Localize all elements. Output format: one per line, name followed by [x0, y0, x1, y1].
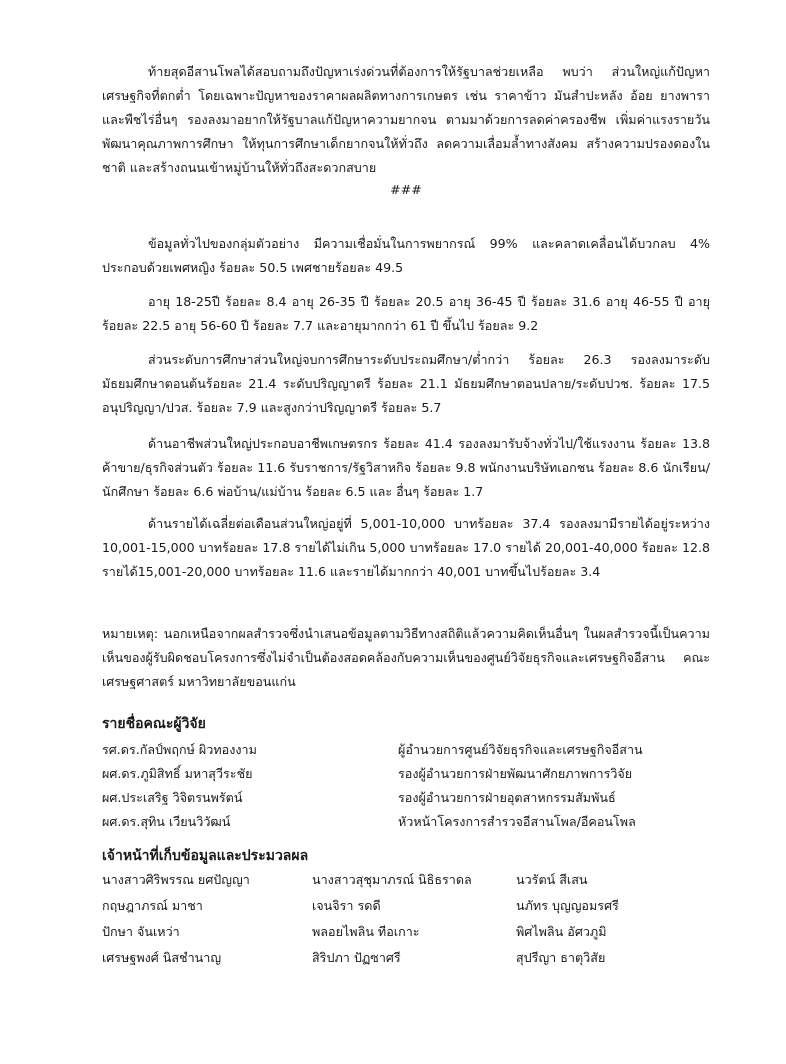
- staff-row: [102, 894, 710, 918]
- disclaimer-note: หมายเหตุ: นอกเหนือจากผลสำรวจซึ่งนำเสนอข้อมูลตามวิธีทางสถิติแล้วความคิดเห็นอื่นๆ ในผลสำรวจนี้เป็นความเห็นของผู้รับผิดชอบโครงการซึ่งไม่จำเป็นต้องสอดคล้องกับความเห็นของศูนย์วิจัยธุรกิจและเศรษฐกิจอีสาน คณะเศรษฐศาสตร์ มหาวิทยาลัยขอนแก่น: [102, 626, 710, 689]
- staff-name: ปักษา จันเหว่า: [102, 924, 180, 939]
- paragraph-age: อายุ 18-25ปี ร้อยละ 8.4 อายุ 26-35 ปี ร้อยละ 20.5 อายุ 36-45 ปี ร้อยละ 31.6 อายุ 46-55 ปี อายุ ร้อยละ 22.5 อายุ 56-60 ปี ร้อยละ 7.7 และอายุมากกว่า 61 ปี ขึ้นไป ร้อยละ 9.2: [102, 294, 710, 333]
- staff-heading: เจ้าหน้าที่เก็บข้อมูลและประมวลผล: [102, 848, 309, 864]
- researcher-name: ผศ.ดร.ภูมิสิทธิ์ มหาสุวีระชัย: [102, 766, 253, 781]
- staff-name: นางสาวศิริพรรณ ยศปัญญา: [102, 872, 250, 887]
- staff-name: สิริปภา ปัฏซาศรี: [312, 950, 401, 965]
- staff-row: [102, 868, 710, 892]
- researcher-role: รองผู้อำนวยการฝ่ายอุตสาหกรรมสัมพันธ์: [398, 790, 616, 805]
- staff-name: นภัทร บุญญอมรศรี: [516, 898, 619, 913]
- researcher-role: หัวหน้าโครงการสำรวจอีสานโพล/อีคอนโพล: [398, 814, 636, 829]
- researcher-row: [102, 810, 710, 834]
- paragraph-sample-gender: ข้อมูลทั่วไปของกลุ่มตัวอย่าง มีความเชื่อมั่นในการพยากรณ์ 99% และคลาดเคลื่อนได้บวกลบ 4% ประกอบด้วยเพศหญิง ร้อยละ 50.5 เพศชายร้อยละ 49.5: [102, 236, 710, 275]
- staff-name: นางสาวสุชุมาภรณ์ นิธิธราดล: [312, 872, 472, 887]
- staff-name: เจนจิรา รดดี: [312, 898, 381, 913]
- researcher-name: ผศ.ประเสริฐ วิจิตรนพรัตน์: [102, 790, 243, 805]
- section-separator: ###: [390, 182, 422, 197]
- researcher-row: [102, 738, 710, 762]
- staff-name: สุปรีญา ธาตุวิสัย: [516, 950, 606, 965]
- paragraph-income: ด้านรายได้เฉลี่ยต่อเดือนส่วนใหญ่อยู่ที่ 5,001-10,000 บาทร้อยละ 37.4 รองลงมามีรายได้อยู่ระหว่าง 10,001-15,000 บาทร้อยละ 17.8 รายได้ไม่เกิน 5,000 บาทร้อยละ 17.0 รายได้ 20,001-40,000 ร้อยละ 12.8 รายได้15,001-20,000 บาทร้อยละ 11.6 และรายได้มากกว่า 40,001 บาทขึ้นไปร้อยละ 3.4: [102, 516, 710, 579]
- staff-name: พลอยไพลิน ทีอเกาะ: [312, 924, 420, 939]
- paragraph-education: ส่วนระดับการศึกษาส่วนใหญ่จบการศึกษาระดับประถมศึกษา/ต่ำกว่า ร้อยละ 26.3 รองลงมาระดับมัธยมศึกษาตอนต้นร้อยละ 21.4 ระดับปริญญาตรี ร้อยละ 21.1 มัธยมศึกษาตอนปลาย/ระดับปวช. ร้อยละ 17.5 อนุปริญญา/ปวส. ร้อยละ 7.9 และสูงกว่าปริญญาตรี ร้อยละ 5.7: [102, 352, 710, 415]
- researcher-row: [102, 786, 710, 810]
- staff-name: กฤษฎาภรณ์ มาชา: [102, 898, 203, 913]
- paragraph-occupation: ด้านอาชีพส่วนใหญ่ประกอบอาชีพเกษตรกร ร้อยละ 41.4 รองลงมารับจ้างทั่วไป/ใช้แรงงาน ร้อยละ 13.8 ค้าขาย/ธุรกิจส่วนตัว ร้อยละ 11.6 รับราชการ/รัฐวิสาหกิจ ร้อยละ 9.8 พนักงานบริษัทเอกชน ร้อยละ 8.6 นักเรียน/นักศึกษา ร้อยละ 6.6 พ่อบ้าน/แม่บ้าน ร้อยละ 6.5 และ อื่นๆ ร้อยละ 1.7: [102, 436, 710, 499]
- staff-row: [102, 920, 710, 944]
- staff-name: นวรัตน์ สีเสน: [516, 872, 588, 887]
- staff-row: [102, 946, 710, 970]
- staff-name: เศรษฐพงศ์ นิสชำนาญ: [102, 950, 222, 965]
- researcher-row: [102, 762, 710, 786]
- staff-name: พิศไพลิน อัศวภูมิ: [516, 924, 607, 939]
- researcher-name: ผศ.ดร.สุทิน เวียนวิวัฒน์: [102, 814, 231, 829]
- researcher-name: รศ.ดร.กัลป์พฤกษ์ ผิวทองงาม: [102, 742, 257, 757]
- paragraph-urgent-problems: ท้ายสุดอีสานโพลได้สอบถามถึงปัญหาเร่งด่วนที่ต้องการให้รัฐบาลช่วยเหลือ พบว่า ส่วนใหญ่แก้ปัญหาเศรษฐกิจที่ตกต่ำ โดยเฉพาะปัญหาของราคาผลผลิตทางการเกษตร เช่น ราคาข้าว มันสำปะหลัง อ้อย ยางพารา และพืชไร่อื่นๆ รองลงมาอยากให้รัฐบาลแก้ปัญหาความยากจน ตามมาด้วยการลดค่าครองชีพ เพิ่มค่าแรงรายวัน พัฒนาคุณภาพการศึกษา ให้ทุนการศึกษาเด็กยากจนให้ทั่วถึง ลดความเลื่อมล้ำทางสังคม สร้างความปรองดองในชาติ และสร้างถนนเข้าหมู่บ้านให้ทั่วถึงสะดวกสบาย: [102, 64, 710, 175]
- researchers-heading: รายชื่อคณะผู้วิจัย: [102, 716, 206, 732]
- researcher-role: ผู้อำนวยการศูนย์วิจัยธุรกิจและเศรษฐกิจอีสาน: [398, 742, 643, 757]
- researcher-role: รองผู้อำนวยการฝ่ายพัฒนาศักยภาพการวิจัย: [398, 766, 633, 781]
